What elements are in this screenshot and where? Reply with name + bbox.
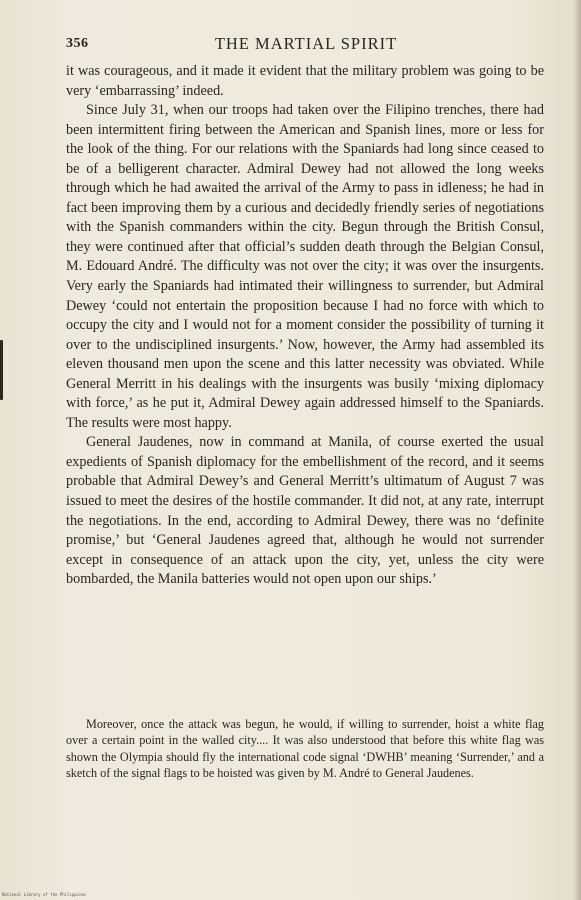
paragraph-continued: it was courageous, and it made it evident that the military problem was going to be very ‘embarrassing’ indeed. xyxy=(66,63,544,99)
paragraph-jaudenes: General Jaudenes, now in command at Manila, of course exerted the usual expedients of Spanish diplomacy for the embellishment of the record, and it seems probable that Admiral Dewey’s and General Merritt’s ultimatum of August 7 was issued to meet the desires of the hostile commander. It did not, at any rate, interrupt the negotiations. In the end, according to Admiral Dewey, there was no ‘definite promise,’ but ‘General Jaudenes agreed that, although he would not surrender except in consequence of an attack upon the city, yet, unless the city were bombarded, the Manila batteries would not open upon our ships.’ xyxy=(66,434,544,588)
page-header xyxy=(66,34,546,54)
block-quote: Moreover, once the attack was begun, he would, if willing to surrender, hoist a white flag over a certain point in the walled city.... It was also understood that before this white flag was shown the Olympia should fly the international code signal ‘DWHB’ meaning ‘Surrender,’ and a sketch of the signal flags to be hoisted was given by M. André to General Jaudenes. xyxy=(66,717,544,781)
page-edge-shadow xyxy=(573,0,581,900)
running-head: THE MARTIAL SPIRIT xyxy=(214,34,398,53)
page-number: 356 xyxy=(66,36,89,51)
paragraph-negotiations: Since July 31, when our troops had taken over the Filipino trenches, there had been intermittent firing between the American and Spanish lines, more or less for the look of the thing. For our relations with the Spaniards had long since ceased to be of a belligerent character. Admiral Dewey had not allowed the long weeks through which he had awaited the arrival of the Army to pass in idleness; he had in fact been improving them by a curious and decidedly friendly series of negotiations with the Spanish commanders within the city. Begun through the British Consul, they were continued after that official’s sudden death through the Belgian Consul, M. Edouard André. The difficulty was not over the city; it was over the insurgents. Very early the Spaniards had intimated their willingness to surrender, but Admiral Dewey ‘could not entertain the proposition because I had no force with which to occupy the city and I would not for a moment consider the possibility of turning it over to the undisciplined insurgents.’ Now, however, the Army had assembled its eleven thousand men upon the scene and this latter necessity was obviated. While General Merritt in his dealings with the insurgents was busily ‘mixing diplomacy with force,’ as he put it, Admiral Dewey again addressed himself to the Spaniards. The results were most happy. xyxy=(66,102,544,431)
body-text xyxy=(66,62,544,590)
binding-mark xyxy=(0,340,3,400)
library-stamp: National Library of the Philippines xyxy=(2,892,87,897)
